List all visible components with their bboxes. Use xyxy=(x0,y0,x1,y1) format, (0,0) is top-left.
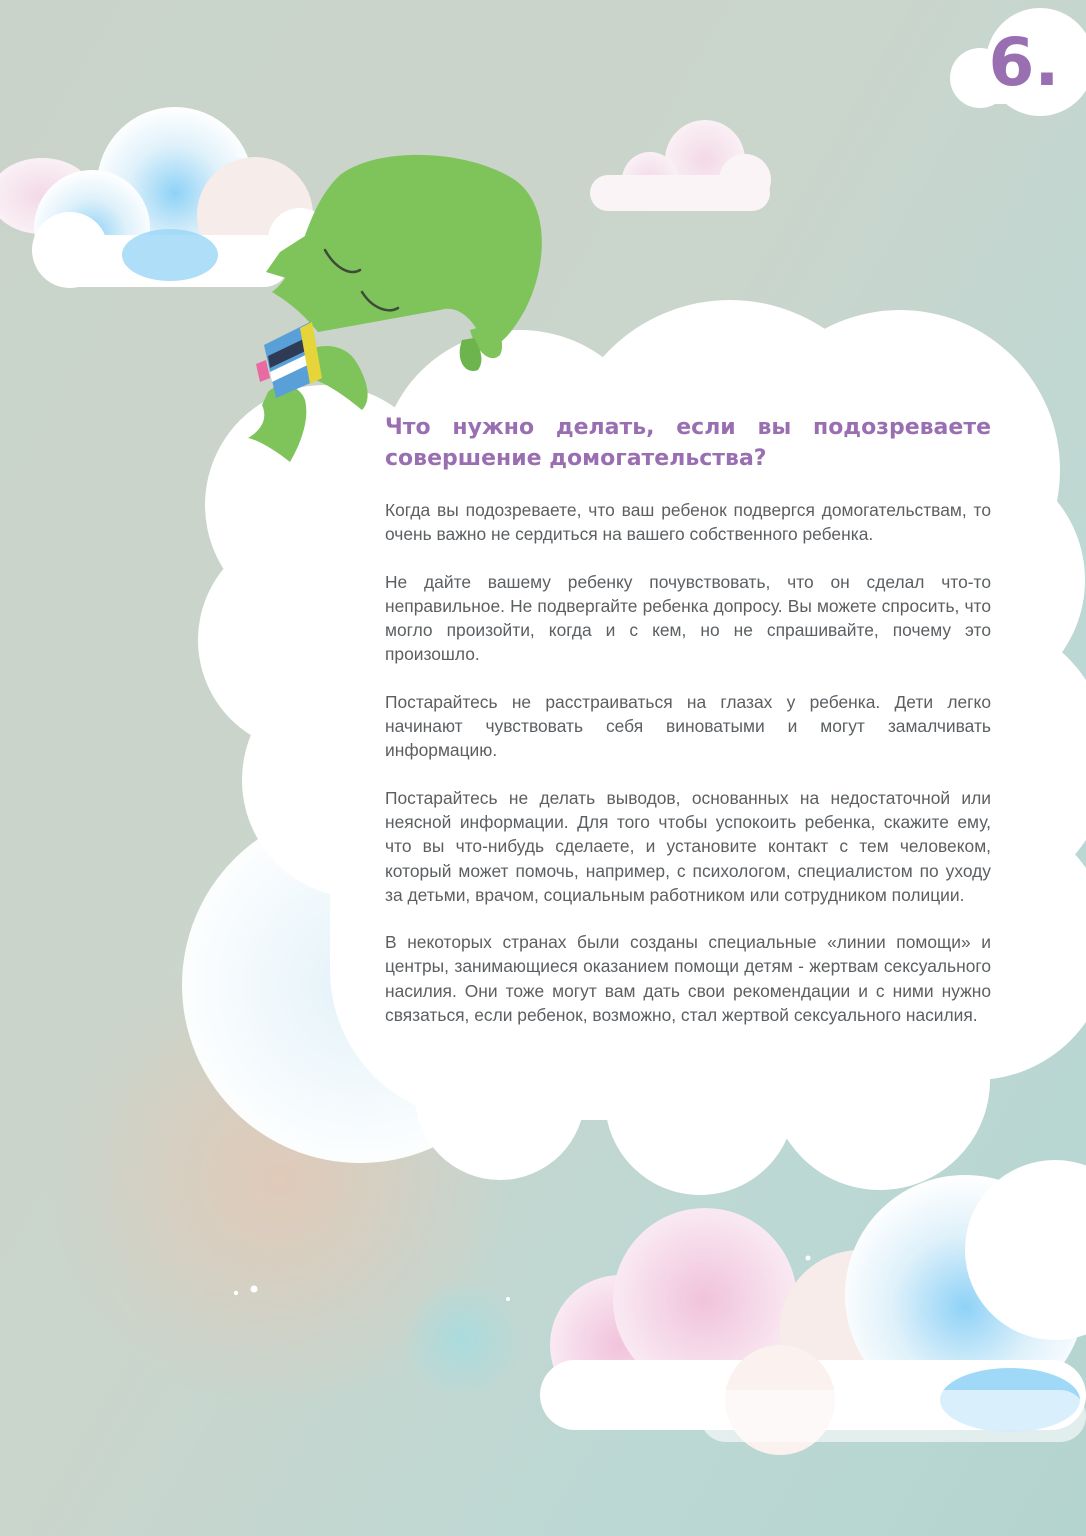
article-heading: Что нужно делать, если вы подозреваете совершение домогательства? xyxy=(385,415,991,471)
paragraph-5: В некоторых странах были созданы специальные «линии помощи» и центры, занимающиеся оказанием помощи детям - жертвам сексуального насилия. Они тоже могут вам дать свои рекомендации и с ними нужно связаться, если ребенок, возможно, стал жертвой сексуального насилия. xyxy=(385,932,991,1026)
paragraph-4: Постарайтесь не делать выводов, основанных на недостаточной или неясной информации. Для того чтобы успокоить ребенка, скажите ему, что вы что-нибудь сделаете, и установите контакт с тем человеком, который может помочь, например, с психологом, специалистом по уходу за детьми, врачом, социальным работником или сотрудником полиции. xyxy=(385,787,991,905)
page-number: 6. xyxy=(988,24,1060,101)
small-cloud xyxy=(590,120,771,211)
paragraph-1: Когда вы подозреваете, что ваш ребенок подвергся домогательствам, то очень важно не сердиться на вашего собственного ребенка. xyxy=(385,500,991,545)
article xyxy=(385,412,991,1050)
paragraph-2: Не дайте вашему ребенку почувствовать, что он сделал что-то неправильное. Не подвергайте ребенка допросу. Вы можете спросить, что могло произойти, когда и с кем, но не спрашивайте, почему это произошло. xyxy=(385,571,991,665)
paragraph-3: Постарайтесь не расстраиваться на глазах у ребенка. Дети легко начинают чувствовать себя виноватыми и могут замалчивать информацию. xyxy=(385,691,991,761)
bottom-right-cloud xyxy=(540,1160,1086,1455)
